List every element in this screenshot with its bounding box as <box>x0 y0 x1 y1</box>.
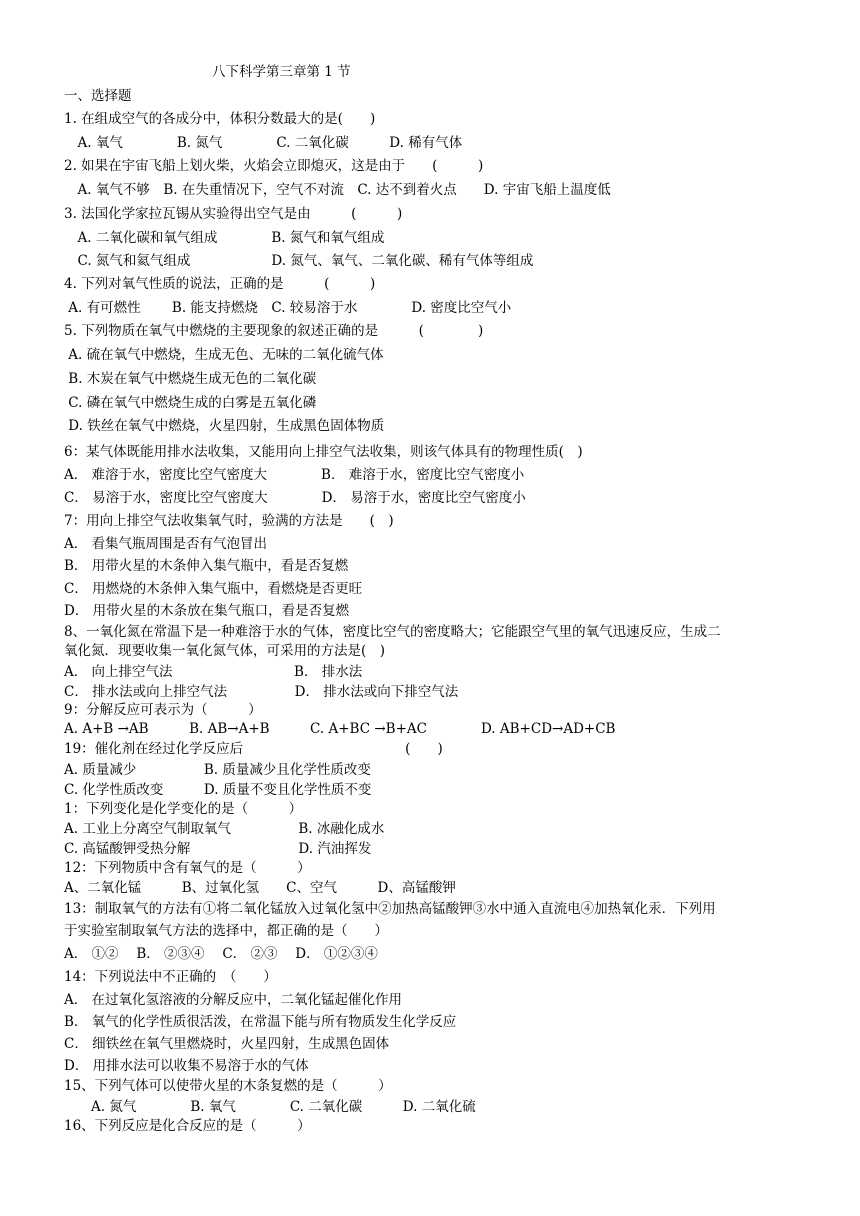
q7-option-c: C． 用燃烧的木条伸入集气瓶中，看燃烧是否更旺 <box>64 581 363 597</box>
q1-stem: 1. 在组成空气的各成分中，体积分数最大的是( ) <box>64 111 376 127</box>
q12-stem: 12：下列物质中含有氧气的是（ ） <box>64 860 311 876</box>
q14-option-c: C． 细铁丝在氧气里燃烧时，火星四射，生成黑色固体 <box>64 1036 390 1052</box>
q7-option-d: D． 用带火星的木条放在集气瓶口，看是否复燃 <box>64 603 350 619</box>
q5-option-c: C. 磷在氧气中燃烧生成的白雾是五氧化磷 <box>64 395 317 411</box>
q13-stem-line2: 于实验室制取氧气方法的选择中，都正确的是（ ） <box>64 923 388 939</box>
q8-options-cd: C． 排水法或向上排空气法 D． 排水法或向下排空气法 <box>64 684 459 700</box>
q13-options: A． ①② B． ②③④ C． ②③ D． ①②③④ <box>64 946 378 962</box>
q5-option-b: B. 木炭在氧气中燃烧生成无色的二氧化碳 <box>64 371 317 387</box>
q8-stem-line2: 氧化氮．现要收集一氧化氮气体，可采用的方法是( ) <box>64 643 386 659</box>
q6-options-ab: A． 难溶于水，密度比空气密度大 B． 难溶于水，密度比空气密度小 <box>64 467 525 483</box>
q15-options: A. 氮气 B. 氧气 C. 二氧化碳 D. 二氧化硫 <box>64 1099 476 1115</box>
q15-stem: 15、下列气体可以使带火星的木条复燃的是（ ） <box>64 1078 392 1094</box>
q1b-stem: 1：下列变化是化学变化的是（ ） <box>64 801 303 817</box>
q6-options-cd: C． 易溶于水，密度比空气密度大 D． 易溶于水，密度比空气密度小 <box>64 490 526 506</box>
q7-option-b: B． 用带火星的木条伸入集气瓶中，看是否复燃 <box>64 558 349 574</box>
q19-stem: 19：催化剂在经过化学反应后 ( ) <box>64 741 443 757</box>
q5-option-d: D. 铁丝在氧气中燃烧，火星四射，生成黑色固体物质 <box>64 418 385 434</box>
q19-options-cd: C. 化学性质改变 D. 质量不变且化学性质不变 <box>64 782 372 798</box>
q19-options-ab: A. 质量减少 B. 质量减少且化学性质改变 <box>64 762 371 778</box>
q14-option-a: A． 在过氧化氢溶液的分解反应中，二氧化锰起催化作用 <box>64 992 403 1008</box>
section-heading: 一、选择题 <box>64 88 132 104</box>
q8-options-ab: A． 向上排空气法 B． 排水法 <box>64 664 363 680</box>
q16-stem: 16、下列反应是化合反应的是（ ） <box>64 1118 311 1134</box>
q2-stem: 2. 如果在宇宙飞船上划火柴，火焰会立即熄灭，这是由于 ( ) <box>64 158 484 174</box>
q14-option-d: D． 用排水法可以收集不易溶于水的气体 <box>64 1058 309 1074</box>
q13-stem-line1: 13：制取氧气的方法有①将二氧化锰放入过氧化氢中②加热高锰酸钾③水中通入直流电④加热氧化汞．下列用 <box>64 901 716 917</box>
q2-options: A. 氧气不够 B. 在失重情况下，空气不对流 C. 达不到着火点 D. 宇宙飞船上温度低 <box>64 182 611 198</box>
q5-stem: 5. 下列物质在氧气中燃烧的主要现象的叙述正确的是 ( ) <box>64 323 484 339</box>
q5-option-a: A. 硫在氧气中燃烧，生成无色、无味的二氧化硫气体 <box>64 347 384 363</box>
q1-options: A. 氧气 B. 氮气 C. 二氧化碳 D. 稀有气体 <box>64 135 463 151</box>
q7-option-a: A． 看集气瓶周围是否有气泡冒出 <box>64 536 268 552</box>
q4-stem: 4. 下列对氧气性质的说法，正确的是 ( ) <box>64 276 376 292</box>
q4-options: A. 有可燃性 B. 能支持燃烧 C. 较易溶于水 D. 密度比空气小 <box>64 300 512 316</box>
q1b-options-cd: C. 高锰酸钾受热分解 D. 汽油挥发 <box>64 841 372 857</box>
q6-stem: 6：某气体既能用排水法收集，又能用向上排空气法收集，则该气体具有的物理性质( ) <box>64 444 583 460</box>
q9-stem: 9：分解反应可表示为（ ） <box>64 702 262 718</box>
q9-options: A. A+B →AB B. AB→A+B C. A+BC →B+AC D. AB+CD→AD+CB <box>64 721 616 737</box>
q3-options-cd: C. 氮气和氦气组成 D. 氮气、氧气、二氧化碳、稀有气体等组成 <box>64 253 534 269</box>
q12-options: A、二氧化锰 B、过氧化氢 C、空气 D、高锰酸钾 <box>64 880 456 896</box>
page-title: 八下科学第三章第 1 节 <box>212 64 351 80</box>
q1b-options-ab: A. 工业上分离空气制取氧气 B. 冰融化成水 <box>64 821 385 837</box>
q7-stem: 7：用向上排空气法收集氧气时，验满的方法是 ( ) <box>64 513 394 529</box>
q14-stem: 14：下列说法中不正确的 （ ） <box>64 969 277 985</box>
q14-option-b: B． 氧气的化学性质很活泼，在常温下能与所有物质发生化学反应 <box>64 1014 457 1030</box>
q8-stem-line1: 8、一氧化氮在常温下是一种难溶于水的气体，密度比空气的密度略大；它能跟空气里的氧气迅速反应，生成二 <box>64 624 721 640</box>
q3-stem: 3. 法国化学家拉瓦锡从实验得出空气是由 ( ) <box>64 206 403 222</box>
q3-options-ab: A. 二氧化碳和氧气组成 B. 氮气和氧气组成 <box>64 230 385 246</box>
